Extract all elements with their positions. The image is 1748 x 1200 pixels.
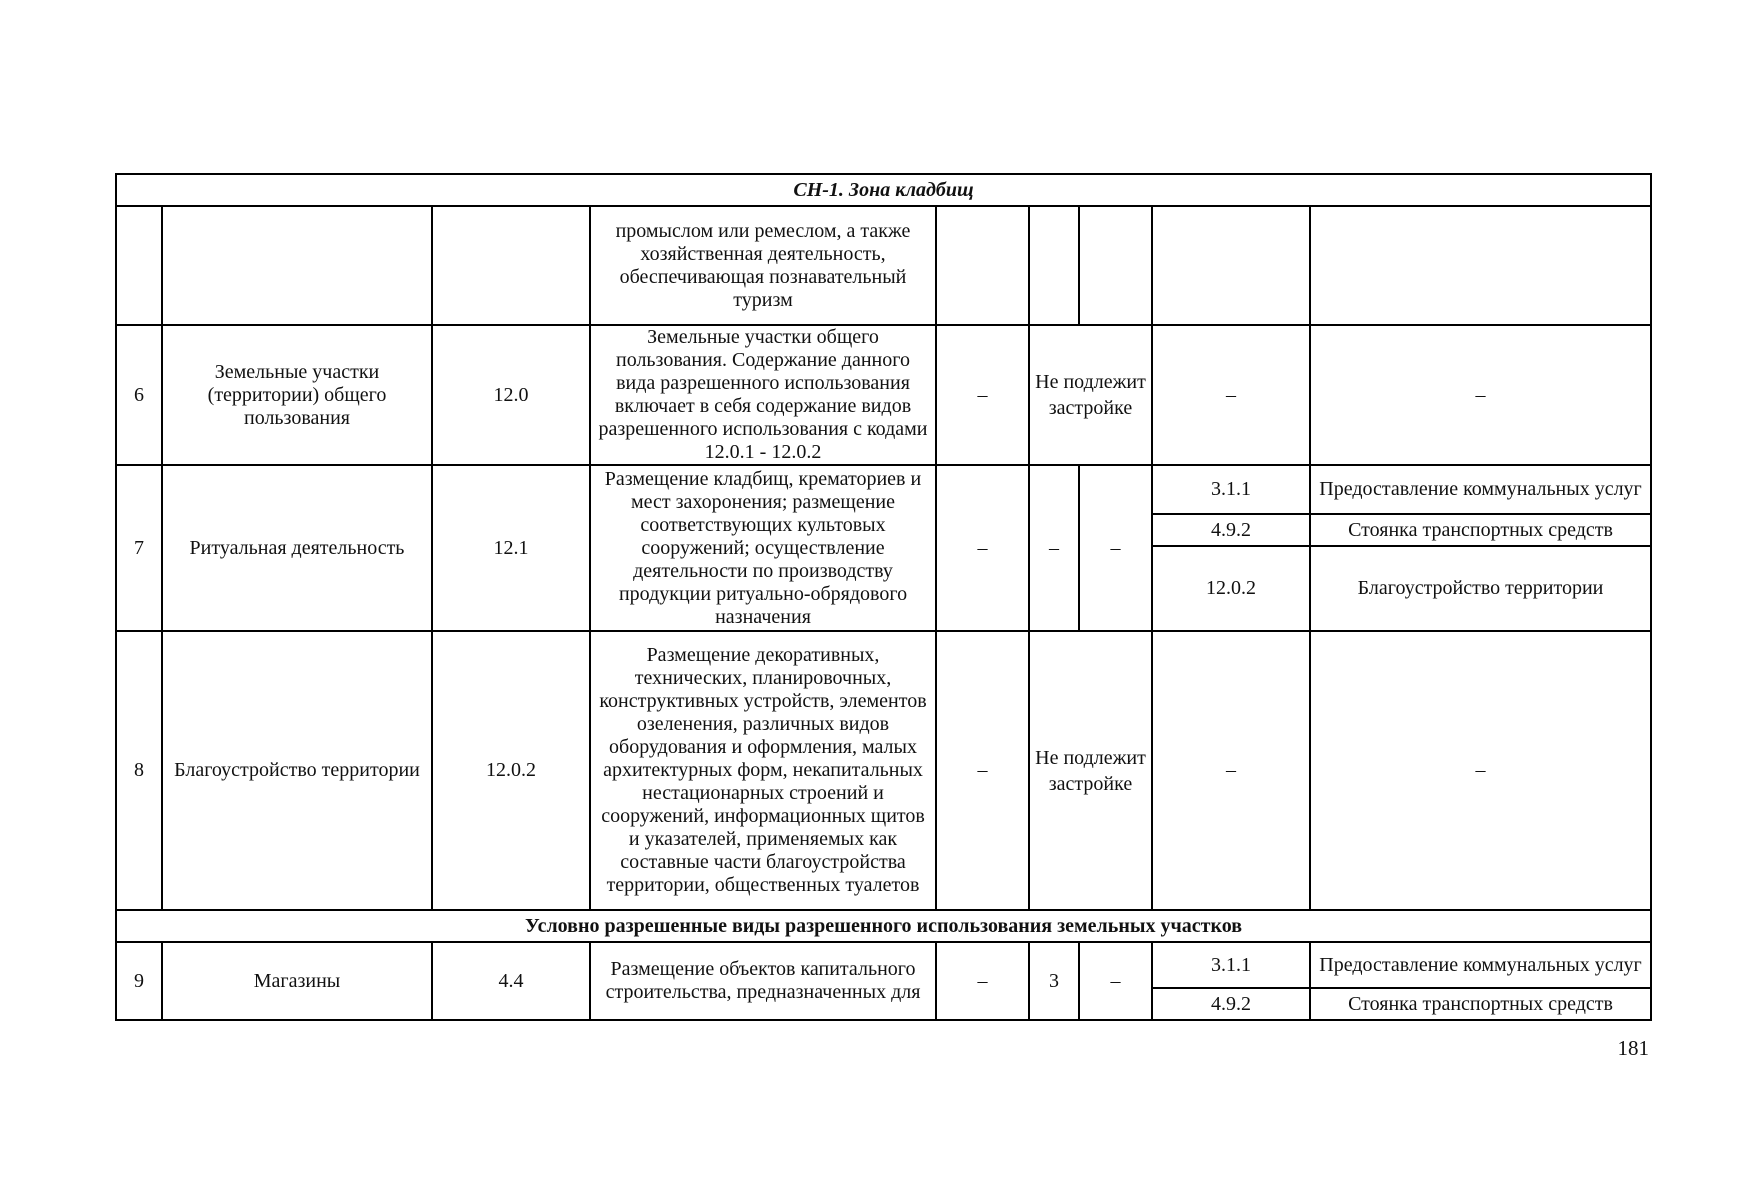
row-col5: – <box>936 942 1029 1020</box>
row-col6: – <box>1029 465 1079 631</box>
aux-code: 12.0.2 <box>1152 546 1310 631</box>
table-row <box>116 465 1651 514</box>
row-col8: – <box>1152 631 1310 910</box>
row-col8 <box>1152 206 1310 325</box>
row-number: 6 <box>116 325 162 465</box>
row-col5: – <box>936 325 1029 465</box>
row-number: 7 <box>116 465 162 631</box>
row-name: Благоустройство территории <box>162 631 432 910</box>
row-description: Размещение декоративных, технических, планировочных, конструктивных устройств, элементов озеленения, различных видов оборудования и оформления, малых архитектурных форм, некапитальных нестационарных строений и сооружений, информационных щитов и указателей, применяемых как составные части благоустройства территории, общественных туалетов <box>590 631 936 910</box>
aux-code: 4.9.2 <box>1152 514 1310 546</box>
table-row <box>116 631 1651 910</box>
row-col6-7: Не подлежит застройке <box>1029 325 1152 465</box>
row-description: Размещение объектов капитального строительства, предназначенных для <box>590 942 936 1020</box>
row-description: Земельные участки общего пользования. Содержание данного вида разрешенного использования включает в себя содержание видов разрешенного использования с кодами 12.0.1 - 12.0.2 <box>590 325 936 465</box>
aux-name: Предоставление коммунальных услуг <box>1310 942 1651 988</box>
section-row <box>116 910 1651 942</box>
section-title: Условно разрешенные виды разрешенного использования земельных участков <box>116 910 1651 942</box>
row-name: Ритуальная деятельность <box>162 465 432 631</box>
aux-name: Стоянка транспортных средств <box>1310 988 1651 1020</box>
row-code: 4.4 <box>432 942 590 1020</box>
row-code: 12.0.2 <box>432 631 590 910</box>
table-row <box>116 325 1651 465</box>
row-col9 <box>1310 206 1651 325</box>
zone-title: СН-1. Зона кладбищ <box>116 174 1651 206</box>
row-col7: – <box>1079 465 1152 631</box>
row-code: 12.1 <box>432 465 590 631</box>
aux-name: Предоставление коммунальных услуг <box>1310 465 1651 514</box>
row-col6 <box>1029 206 1079 325</box>
row-col5: – <box>936 631 1029 910</box>
table-row <box>116 206 1651 325</box>
zone-title-row <box>116 174 1651 206</box>
row-col6: 3 <box>1029 942 1079 1020</box>
row-col9: – <box>1310 631 1651 910</box>
row-code <box>432 206 590 325</box>
row-name <box>162 206 432 325</box>
row-name: Магазины <box>162 942 432 1020</box>
row-number <box>116 206 162 325</box>
aux-code: 4.9.2 <box>1152 988 1310 1020</box>
page-number: 181 <box>1617 1036 1649 1060</box>
aux-code: 3.1.1 <box>1152 465 1310 514</box>
row-col5: – <box>936 465 1029 631</box>
row-col7 <box>1079 206 1152 325</box>
row-number: 8 <box>116 631 162 910</box>
row-col6-7: Не подлежит застройке <box>1029 631 1152 910</box>
zone-table <box>115 173 1652 1021</box>
row-col8: – <box>1152 325 1310 465</box>
row-name: Земельные участки (территории) общего пользования <box>162 325 432 465</box>
row-col5 <box>936 206 1029 325</box>
aux-name: Благоустройство территории <box>1310 546 1651 631</box>
row-description: промыслом или ремеслом, а также хозяйственная деятельность, обеспечивающая познавательный туризм <box>590 206 936 325</box>
row-code: 12.0 <box>432 325 590 465</box>
row-description: Размещение кладбищ, крематориев и мест захоронения; размещение соответствующих культовых сооружений; осуществление деятельности по производству продукции ритуально-обрядового назначения <box>590 465 936 631</box>
table-row <box>116 942 1651 988</box>
row-col9: – <box>1310 325 1651 465</box>
row-col7: – <box>1079 942 1152 1020</box>
row-number: 9 <box>116 942 162 1020</box>
aux-code: 3.1.1 <box>1152 942 1310 988</box>
aux-name: Стоянка транспортных средств <box>1310 514 1651 546</box>
